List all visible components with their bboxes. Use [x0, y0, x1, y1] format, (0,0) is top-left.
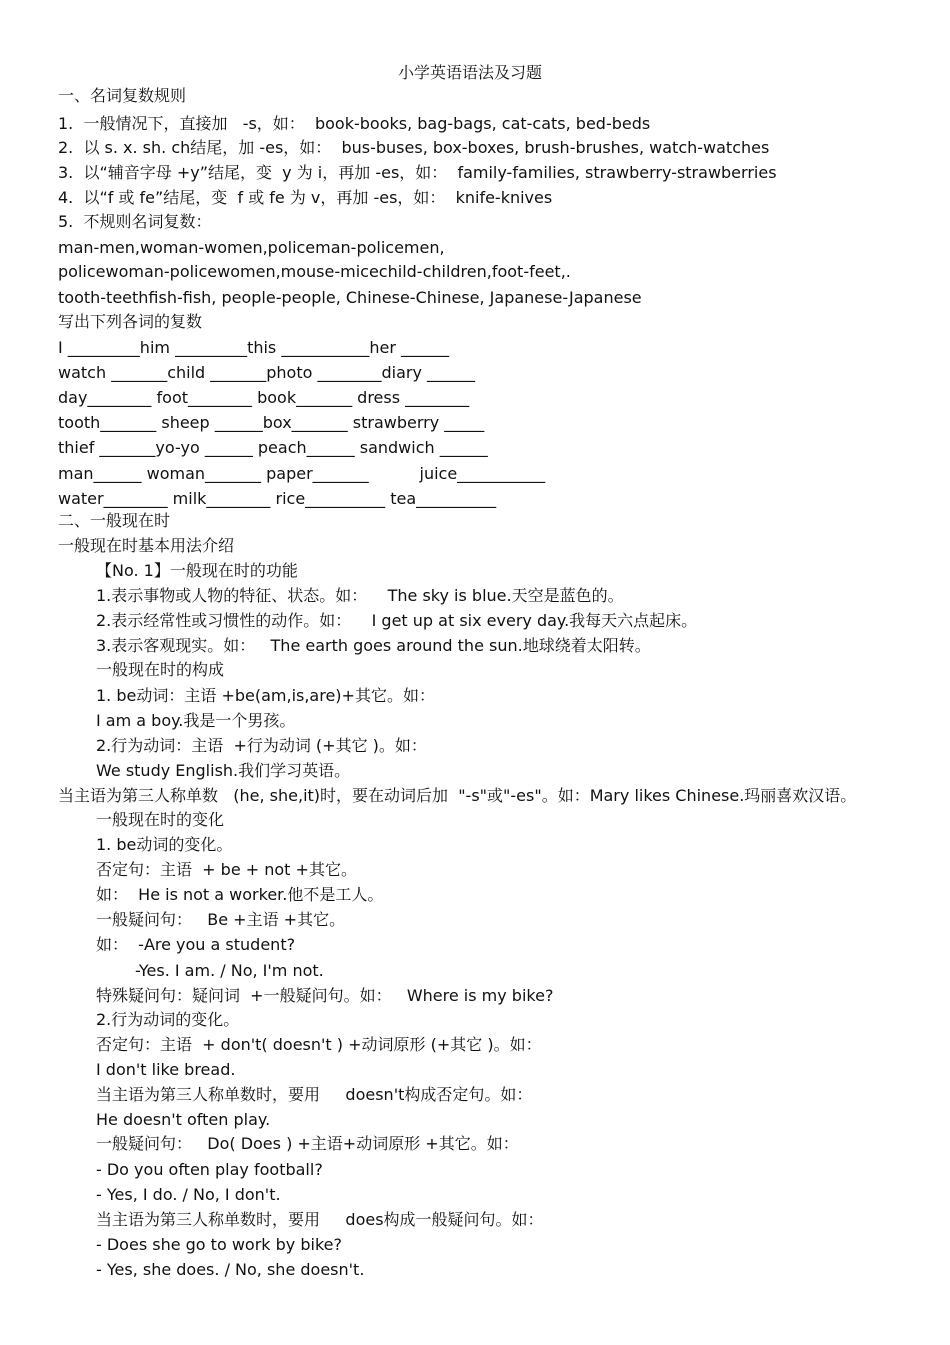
example-line: I don't like bread.: [96, 1060, 236, 1079]
irregular-plurals-line: man-men,woman-women,policeman-policemen,: [58, 238, 445, 257]
exercise-line: water________ milk________ rice__________ tea__________: [58, 489, 497, 508]
example-line: 如： -Are you a student?: [96, 935, 296, 954]
document-title: 小学英语语法及习题: [397, 63, 542, 82]
example-line: -Yes. I am. / No, I'm not.: [135, 961, 324, 980]
rule-line: 5. 不规则名词复数：: [58, 212, 212, 231]
section-heading-present-tense: 二、一般现在时: [58, 511, 171, 530]
example-line: He doesn't often play.: [96, 1110, 271, 1129]
structure-line: 否定句：主语 + don't( doesn't ) +动词原形 (+其它 )。如：: [96, 1035, 542, 1054]
exercise-line: I _________him _________this ___________her ______: [58, 338, 449, 357]
structure-line: 否定句：主语 + be + not +其它。: [96, 860, 357, 879]
structure-line: 当主语为第三人称单数时，要用 does构成一般疑问句。如：: [96, 1210, 544, 1229]
example-line: - Do you often play football?: [96, 1160, 323, 1179]
exercise-heading: 写出下列各词的复数: [58, 312, 203, 331]
subsection-heading: 一般现在时的构成: [96, 660, 225, 679]
example-line: - Does she go to work by bike?: [96, 1235, 342, 1254]
structure-line: 1. be动词：主语 +be(am,is,are)+其它。如：: [96, 686, 435, 705]
usage-line: 2.表示经常性或习惯性的动作。如： I get up at six every day.我每天六点起床。: [96, 611, 698, 630]
section-heading-plural-nouns: 一、名词复数规则: [58, 86, 187, 105]
irregular-plurals-line: policewoman-policewomen,mouse-micechild-children,foot-feet,.: [58, 262, 571, 281]
structure-line: 2.行为动词：主语 +行为动词 (+其它 )。如：: [96, 736, 427, 755]
structure-line: 一般疑问句： Be +主语 +其它。: [96, 910, 346, 929]
usage-line: 1.表示事物或人物的特征、状态。如： The sky is blue.天空是蓝色的。: [96, 586, 624, 605]
usage-line: 3.表示客观现实。如： The earth goes around the sun.地球绕着太阳转。: [96, 636, 651, 655]
structure-line: 一般疑问句： Do( Does ) +主语+动词原形 +其它。如：: [96, 1134, 519, 1153]
structure-line: 特殊疑问句：疑问词 +一般疑问句。如： Where is my bike?: [96, 986, 554, 1005]
example-line: We study English.我们学习英语。: [96, 761, 351, 780]
exercise-line: man______ woman_______ paper_______ juice___________: [58, 464, 546, 483]
structure-line: 2.行为动词的变化。: [96, 1010, 240, 1029]
example-line: I am a boy.我是一个男孩。: [96, 711, 296, 730]
rule-line: 2. 以 s. x. sh. ch结尾，加 -es，如： bus-buses, box-boxes, brush-brushes, watch-watches: [58, 138, 770, 157]
third-person-rule: 当主语为第三人称单数 (he, she,it)时，要在动词后加 "-s"或"-es"。如：Mary likes Chinese.玛丽喜欢汉语。: [58, 786, 857, 805]
rule-line: 4. 以“f 或 fe”结尾，变 f 或 fe 为 v，再加 -es，如： knife-knives: [58, 188, 553, 207]
subsection-heading: 一般现在时的变化: [96, 810, 225, 829]
subsection-heading: 一般现在时基本用法介绍: [58, 536, 235, 555]
rule-line: 3. 以“辅音字母 +y”结尾，变 y 为 i，再加 -es，如： family-families, strawberry-strawberries: [58, 163, 777, 182]
rule-line: 1. 一般情况下，直接加 -s，如： book-books, bag-bags, cat-cats, bed-beds: [58, 114, 651, 133]
example-line: 如： He is not a worker.他不是工人。: [96, 885, 384, 904]
example-line: - Yes, I do. / No, I don't.: [96, 1185, 281, 1204]
structure-line: 1. be动词的变化。: [96, 835, 233, 854]
example-line: - Yes, she does. / No, she doesn't.: [96, 1260, 365, 1279]
exercise-line: watch _______child _______photo ________diary ______: [58, 363, 476, 382]
exercise-line: thief _______yo-yo ______ peach______ sandwich ______: [58, 438, 488, 457]
irregular-plurals-line: tooth-teethfish-fish, people-people, Chinese-Chinese, Japanese-Japanese: [58, 288, 642, 307]
subsection-heading: 【No. 1】一般现在时的功能: [96, 561, 298, 580]
exercise-line: tooth_______ sheep ______box_______ strawberry _____: [58, 413, 485, 432]
exercise-line: day________ foot________ book_______ dress ________: [58, 388, 470, 407]
structure-line: 当主语为第三人称单数时，要用 doesn't构成否定句。如：: [96, 1085, 533, 1104]
